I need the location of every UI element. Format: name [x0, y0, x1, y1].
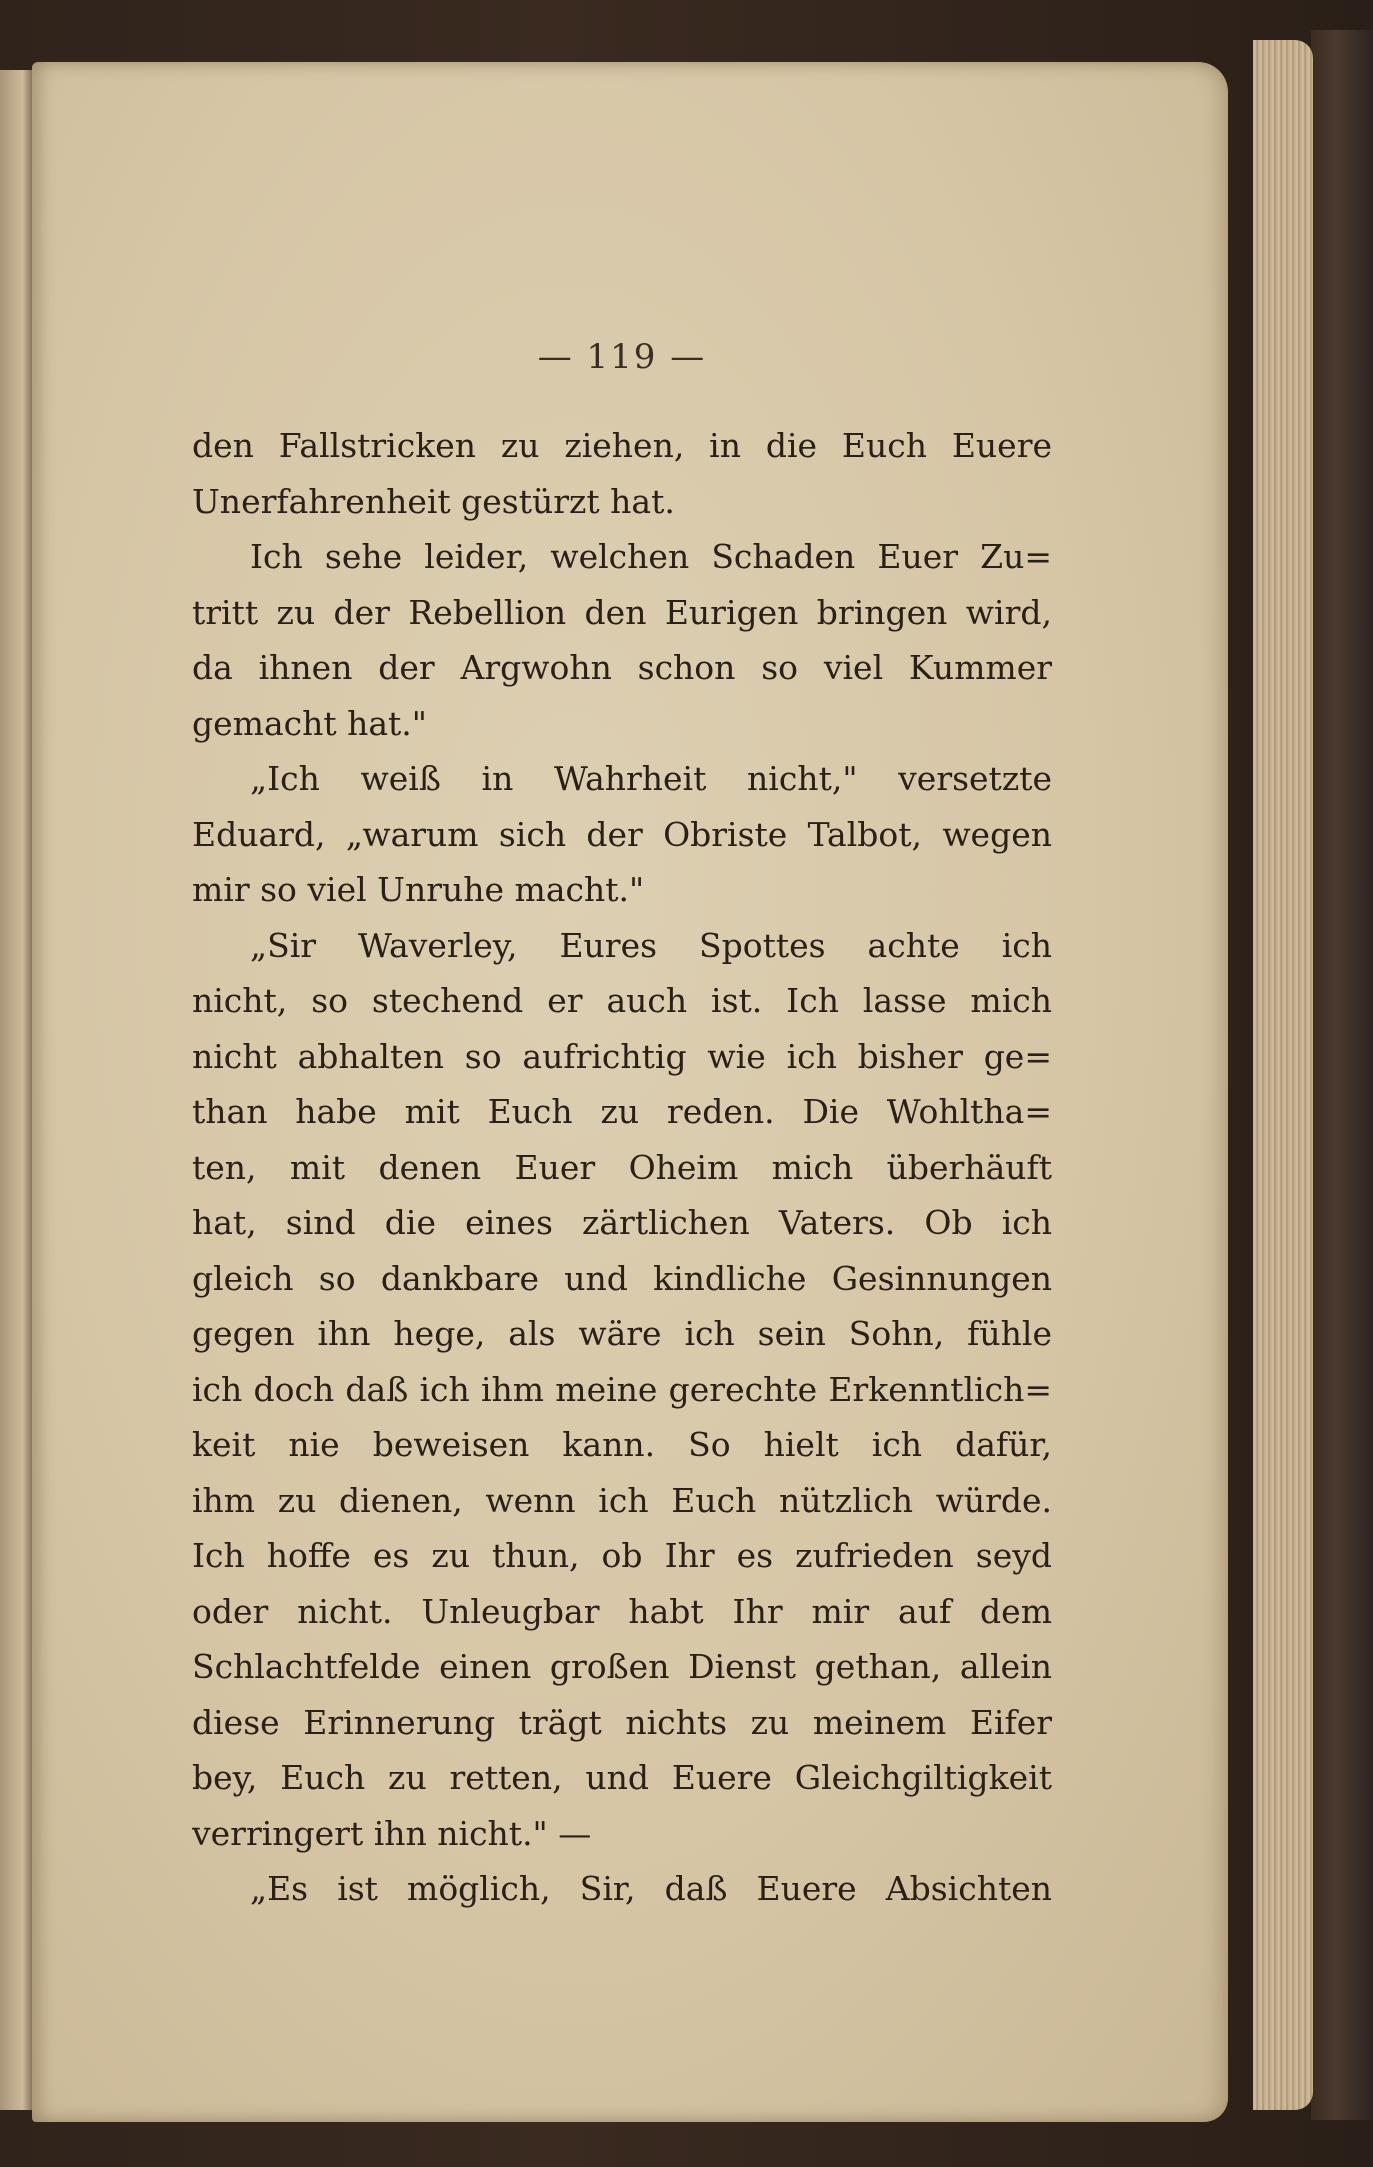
text-line: nicht, so stechend er auch ist. Ich lasse mich: [192, 981, 1052, 1020]
text-line: „Ich weiß in Wahrheit nicht," versetzte: [250, 759, 1052, 798]
text-lines: [192, 418, 1052, 1917]
text-line: ihm zu dienen, wenn ich Euch nützlich würde.: [192, 1480, 1052, 1520]
book-cover-edge: [1311, 30, 1373, 2120]
text-line: than habe mit Euch zu reden. Die Wohltha=: [192, 1092, 1052, 1131]
text-line: oder nicht. Unleugbar habt Ihr mir auf dem: [192, 1591, 1052, 1631]
text-line: mir so viel Unruhe macht.": [192, 870, 645, 909]
page-number-header: — 119 —: [537, 337, 707, 377]
text-line: Ich sehe leider, welchen Schaden Euer Zu=: [250, 537, 1052, 576]
page-text: [192, 322, 1052, 1917]
text-line: Schlachtfelde einen großen Dienst gethan, allein: [192, 1647, 1052, 1686]
text-line: tritt zu der Rebellion den Eurigen bringen wird,: [192, 592, 1052, 632]
text-line: bey, Euch zu retten, und Euere Gleichgiltigkeit: [192, 1758, 1052, 1797]
text-line: diese Erinnerung trägt nichts zu meinem Eifer: [192, 1702, 1052, 1742]
text-line: gegen ihn hege, als wäre ich sein Sohn, fühle: [192, 1314, 1052, 1353]
text-line: hat, sind die eines zärtlichen Vaters. Ob ich: [192, 1203, 1052, 1242]
page-stack-edges: [1253, 40, 1313, 2110]
text-line: den Fallstricken zu ziehen, in die Euch Euere: [192, 426, 1052, 465]
text-line: Eduard, „warum sich der Obriste Talbot, wegen: [192, 814, 1052, 854]
text-line: Ich hoffe es zu thun, ob Ihr es zufrieden seyd: [192, 1536, 1052, 1575]
text-line: gemacht hat.": [192, 703, 427, 743]
text-line: keit nie beweisen kann. So hielt ich dafür,: [192, 1425, 1052, 1464]
text-line: ich doch daß ich ihm meine gerechte Erkenntlich=: [192, 1369, 1052, 1409]
text-line: gleich so dankbare und kindliche Gesinnungen: [192, 1258, 1052, 1298]
text-line: verringert ihn nicht." —: [192, 1813, 592, 1853]
text-line: „Es ist möglich, Sir, daß Euere Absichten: [250, 1869, 1052, 1908]
text-line: da ihnen der Argwohn schon so viel Kummer: [192, 648, 1052, 687]
text-line: „Sir Waverley, Eures Spottes achte ich: [250, 925, 1052, 965]
facing-page-edge: [0, 70, 32, 2110]
book-page: [32, 62, 1228, 2122]
text-line: ten, mit denen Euer Oheim mich überhäuft: [192, 1147, 1052, 1187]
text-line: nicht abhalten so aufrichtig wie ich bisher ge=: [192, 1036, 1052, 1076]
text-line: Unerfahrenheit gestürzt hat.: [192, 481, 675, 521]
